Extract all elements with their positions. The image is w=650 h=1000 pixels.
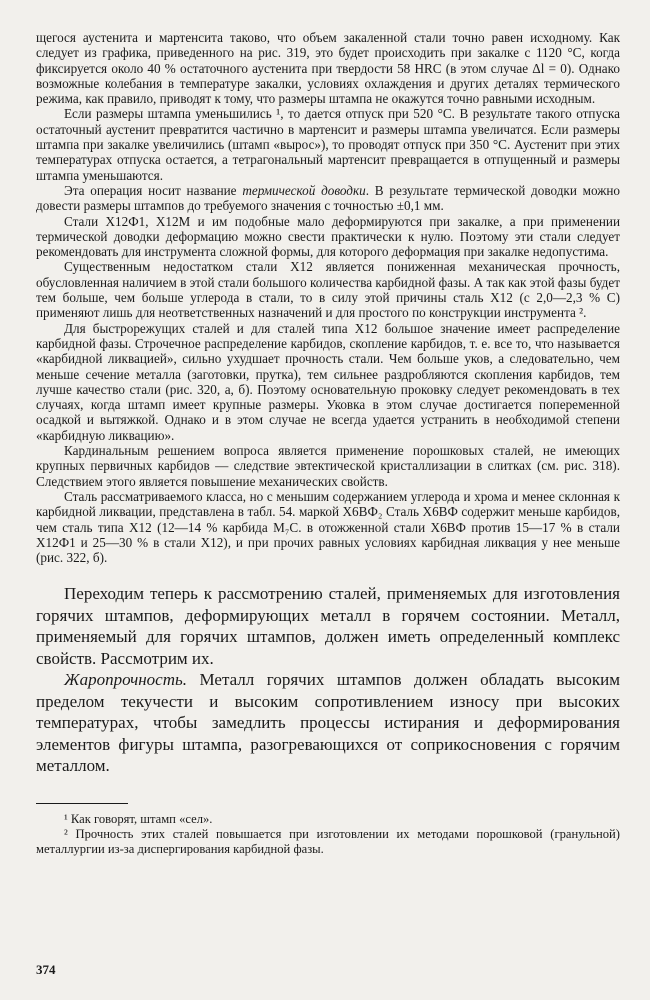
body-paragraph: Существенным недостатком стали Х12 является пониженная механическая прочность, обусловленная наличием в этой стали большого количества карбидной фазы. А так как этой фазы будет тем больше, чем больше углерода в стали, то в силу этой причины сталь Х12 (с 2,0—2,3 % С) применяют лишь для неответственных назначений и для простого по конструкции инструмента ². xyxy=(36,259,620,321)
footnote-divider xyxy=(36,803,128,804)
body-paragraph: Эта операция носит название термической доводки. В результате термической доводки можно довести размеры штампов до требуемого значения с точностью ±0,1 мм. xyxy=(36,182,621,214)
body-paragraph: Стали Х12Ф1, Х12М и им подобные мало деформируются при закалке, а при применении термической доводки деформацию можно свести практически к нулю. Поэтому эти стали следует рекомендовать для инструмента сложной формы, для которого деформация при закалке недопустима. xyxy=(36,213,620,260)
small-print-section xyxy=(36,30,620,565)
body-paragraph: Для быстрорежущих сталей и для сталей типа Х12 большое значение имеет распределение карбидной фазы. Строчечное распределение карбидов, скопление карбидов, т. е. все то, что называется «карбидной ликвацией», сильно ухудшает прочность стали. Чем больше уков, а следовательно, чем меньше сечение металла (заготовки, прутка), тем сильнее раздробляются скопления карбидов, тем лучше качество стали (рис. 320, а, б). Поэтому основательную проковку следует рекомендовать в тех случаях, когда штамп имеет крупные размеры. Уковка в этом случае достигается попеременной осадкой и вытяжкой. Однако и в этом случае не всегда удается устранить в необходимой степени «карбидную ликвацию». xyxy=(36,320,620,443)
body-paragraph: Кардинальным решением вопроса является применение порошковых сталей, не имеющих крупных первичных карбидов — следствие эвтектической кристаллизации в слитках (см. рис. 318). Следствием этого является повышение механических свойств. xyxy=(36,443,620,489)
main-paragraph: Переходим теперь к рассмотрению сталей, применяемых для изготовления горячих штампов, деформирующих металл в горячем состоянии. Металл, применяемый для горячих штампов, должен иметь определенный комплекс свойств. Рассмотрим их. xyxy=(36,584,620,668)
footnotes xyxy=(36,812,620,857)
footnote: ¹ Как говорят, штамп «сел». xyxy=(64,811,213,826)
page-number: 374 xyxy=(36,962,56,977)
footnote: ² Прочность этих сталей повышается при изготовлении их методами порошковой (гранульной) металлургии из-за диспергирования карбидной фазы. xyxy=(36,826,620,856)
main-paragraph: Жаропрочность. Металл горячих штампов должен обладать высоким пределом текучести и высоким сопротивлением износу при высоких температурах, чтобы замедлить процессы истирания и деформирования элементов фигуры штампа, разогревающихся от соприкосновения с горячим металлом. xyxy=(36,670,620,776)
emphasized-term: Жаропрочность. xyxy=(64,670,187,690)
main-text-section xyxy=(36,583,620,777)
body-paragraph: Сталь рассматриваемого класса, но с меньшим содержанием углерода и хрома и менее склонная к карбидной ликвации, представлена в табл. 54. маркой Х6ВФ₂ Сталь Х6ВФ содержит меньше карбидов, чем сталь типа Х12 (12—14 % карбида M₇C. в отожженной стали Х6ВФ против 15—17 % в стали Х12Ф1 и 25—30 % в стали Х12), и при прочих равных условиях карбидная ликвация у нее меньше (рис. 322, б). xyxy=(36,488,620,566)
body-paragraph: щегося аустенита и мартенсита таково, что объем закаленной стали точно равен исходному. Как следует из графика, приведенного на рис. 319, это будет происходить при закалке с 1120 °С, когда фиксируется около 40 % остаточного аустенита при твердости 58 HRC (в этом случае Δl = 0). Однако возможные колебания в температуре закалки, условиях охлаждения и других деталях термического режима, как правило, приводят к тому, что размеры штампа не окажутся точно равными исходным. xyxy=(36,30,620,107)
emphasized-term: термической доводки xyxy=(242,182,366,198)
body-paragraph: Если размеры штампа уменьшились ¹, то дается отпуск при 520 °С. В результате такого отпуска остаточный аустенит превратится частично в мартенсит и размеры штампа увеличатся. Если размеры штампа при закалке увеличились (штамп «вырос»), то проводят отпуск при 350 °С. Аустенит при этих температурах отпуска остается, а тетрагональный мартенсит превращается в отпущенный и размеры штампа уменьшаются. xyxy=(36,106,620,183)
